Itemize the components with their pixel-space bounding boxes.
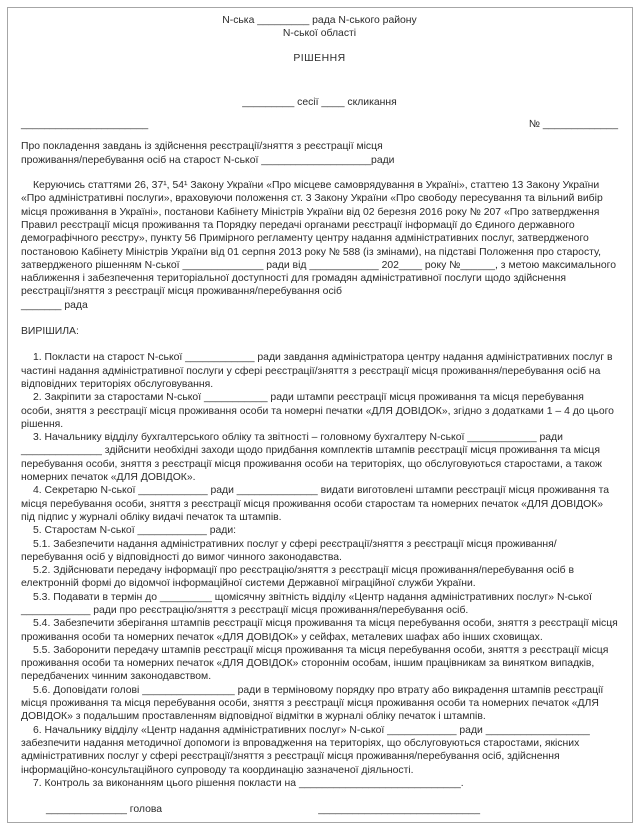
- resolution-item: 6. Начальнику відділу «Центр надання адміністративних послуг» N-ської ____________ ради __________________ забезпечити надання методичної допомоги із впровадження на територіях, що обслуговуються старостами, якісних адміністративних послуг у сфері реєстрації/зняття з реєстрації місця проживання/перебування осіб, здійснення інформаційно-консультаційного супроводу та координацію зазначеної діяльності.: [21, 724, 590, 776]
- date-blank-line: ______________________: [21, 119, 149, 131]
- resolution-item: 3. Начальнику відділу бухгалтерського обліку та звітності – головному бухгалтеру N-ської ____________ ради ______________ здійснити необхідні заходи щодо придбання комплектів штампів реєстрації місця проживання та місця перебування особи, зняття з реєстрації місця проживання особи на територіях, що обслуговуються старостами, а також номерних печаток «ДЛЯ ДОВІДОК».: [21, 432, 602, 484]
- name-signature-blank: ____________________________: [318, 804, 480, 816]
- head-signature-blank: ______________ голова: [46, 804, 163, 816]
- date-number-row: [21, 118, 618, 131]
- resolution-item: 2. Закріпити за старостами N-ської ___________ ради штампи реєстрації місця проживання та місця перебування особи, зняття з реєстрації місця проживання особи та номерні печатки «ДЛЯ ДОВІДОК», згідно з додатками 1 – 4 до цього рішення.: [21, 392, 614, 430]
- resolution-item: 1. Покласти на старост N-ської ____________ ради завдання адміністратора центру надання адміністративних послуг в частині надання адміністративної послуги у сфері реєстрації/зняття з реєстрації місця проживання/перебування осіб на відповідних територіях обслуговування.: [21, 352, 613, 390]
- resolution-item: 5.5. Заборонити передачу штампів реєстрації місця проживання та місця перебування особи, зняття з реєстрації місця проживання особи та номерних печаток «ДЛЯ ДОВІДОК» стороннім особам, іншим працівникам за винятком випадків, передбачених чинним законодавством.: [21, 644, 609, 683]
- preamble-text: Керуючись статтями 26, 37¹, 54¹ Закону України «Про місцеве самоврядування в Україні», статтею 13 Закону України «Про адміністративні послуги», враховуючи положення ст. 3 Закону України «Про свободу пересування та вільний вибір місця проживання в Україні», постанови Кабінету Міністрів України від 02 березня 2016 року № 207 «Про затвердження Правил реєстрації місця проживання та Порядку передачі органами реєстрації інформації до Єдиного державного демографічного реєстру», пункту 56 Примірного регламенту центру надання адміністративних послуг, затвердженого постановою Кабінету Міністрів України від 01 серпня 2013 року № 588 (із змінами), на підставі Положення про старосту, затвердженого рішенням N-ської ______________ ради від ____________ 202____ року №______, з метою максимального наближення і забезпечення територіальної доступності для громадян адміністративної послуги щодо здійснення реєстрації/зняття з реєстрації місця проживання/перебування осіб: [21, 180, 616, 298]
- signature-row: [21, 803, 618, 816]
- resolution-item: 5.6. Доповідати голові ________________ ради в терміновому порядку про втрату або викрадення штампів реєстрації місця проживання та місця перебування особи, зняття з реєстрації місця проживання особи та номерних печаток «ДЛЯ ДОВІДОК» з подальшим проставленням відповідної відмітки в журналі обліку печаток і штампів.: [21, 684, 604, 723]
- decision-document-page: [7, 7, 633, 823]
- document-title-line: проживання/перебування осіб на старост N-ської ___________________ради: [21, 154, 395, 166]
- resolution-item: 5. Старостам N-ської ____________ ради:: [33, 525, 237, 537]
- resolution-item: 4. Секретарю N-ської ____________ ради ______________ видати виготовлені штампи реєстрації місця проживання та місця перебування особи, зняття з реєстрації місця проживання особи старостам та номерних печаток «ДЛЯ ДОВІДОК» під підпис у журналі обліку видачі печаток та штампів.: [21, 485, 610, 523]
- preamble-tail-line: _______ рада: [21, 299, 88, 311]
- resolution-item: 7. Контроль за виконанням цього рішення покласти на ____________________________.: [33, 777, 464, 789]
- resolution-item: 5.1. Забезпечити надання адміністративних послуг у сфері реєстрації/зняття з реєстрації місця проживання/перебування осіб у відповідності до вимог чинного законодавства.: [21, 538, 557, 563]
- resolution-item: 5.2. Здійснювати передачу інформації про реєстрацію/зняття з реєстрації місця проживання/перебування осіб в електронній формі до відомчої інформаційної системи Державної міграційної служби України.: [21, 565, 575, 590]
- resolution-item: 5.4. Забезпечити зберігання штампів реєстрації місця проживання та місця перебування особи, зняття з реєстрації місця проживання особи та номерних печаток «ДЛЯ ДОВІДОК» у сейфах, металевих шафах або інших сховищах.: [21, 618, 618, 643]
- session-convocation-line: _________ сесії ____ скликання: [242, 96, 397, 108]
- document-number-blank: № _____________: [528, 119, 618, 131]
- oblast-line: N-ської області: [282, 28, 357, 40]
- resolution-items: [21, 351, 618, 790]
- council-name-line: N-ська _________ рада N-ського району: [222, 15, 417, 26]
- document-title-line: Про покладення завдань із здійснення реєстрації/зняття з реєстрації місця: [21, 141, 383, 153]
- resolution-item: 5.3. Подавати в термін до _________ щомісячну звітність відділу «Центр надання адміністративних послуг» N-ської ____________ ради про реєстрацію/зняття з реєстрації місця проживання/перебування осіб.: [21, 591, 592, 616]
- document-type-heading: РІШЕННЯ: [293, 52, 346, 64]
- document-title: [21, 140, 618, 167]
- resolved-label: ВИРІШИЛА:: [21, 326, 79, 338]
